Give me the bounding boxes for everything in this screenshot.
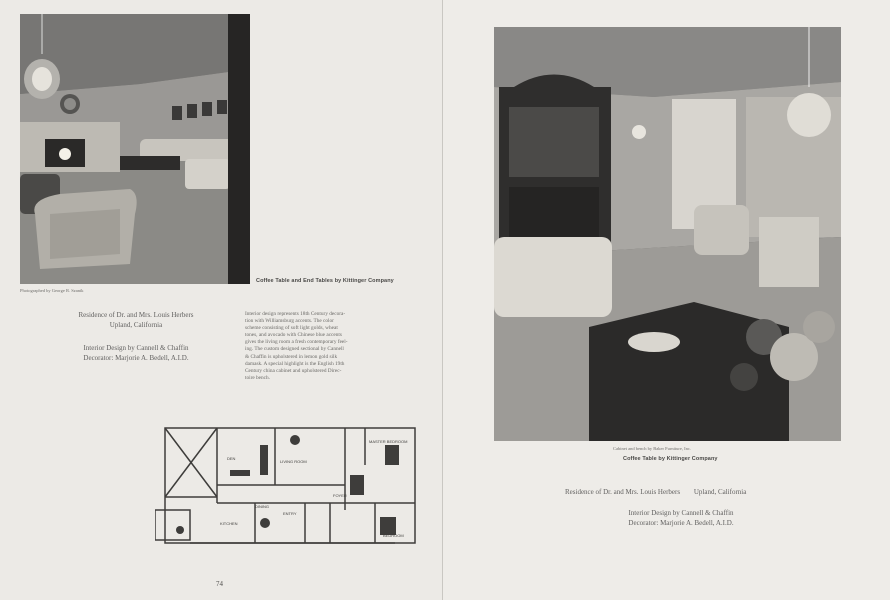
- residence-line-1: Residence of Dr. and Mrs. Louis Herbers: [78, 311, 194, 319]
- residence-block-right: [541, 487, 801, 497]
- photo-credit: Photographed by George R. Szanik: [20, 288, 84, 293]
- plan-label-living-room: LIVING ROOM: [280, 459, 307, 464]
- credits-line-2: Decorator: Marjorie A. Bedell, A.I.D.: [628, 519, 734, 527]
- plan-label-master-bedroom: MASTER BEDROOM: [369, 439, 408, 444]
- description-line: tion with Williamsburg accents. The color: [245, 318, 334, 325]
- description-paragraph: [245, 311, 380, 382]
- plan-label-entry: ENTRY: [283, 511, 297, 516]
- residence-line-2: Upland, California: [109, 321, 163, 329]
- floor-plan: [155, 425, 420, 565]
- residence-place: Upland, California: [693, 488, 747, 496]
- residence-name: Residence of Dr. and Mrs. Louis Herbers: [565, 488, 681, 496]
- description-line: Century china cabinet and upholstered Direc-: [245, 367, 342, 374]
- residence-block-left: [46, 310, 226, 330]
- credits-line-1: Interior Design by Cannell & Chaffin: [83, 344, 189, 352]
- description-line: Interior design represents 18th Century decora-: [245, 311, 346, 317]
- description-line: scheme consisting of soft light golds, wheat: [245, 325, 338, 332]
- credits-block-right: [591, 508, 771, 528]
- description-line: gives the living room a fresh contemporary feel-: [245, 339, 348, 346]
- page-number: 74: [216, 580, 223, 588]
- cabinet-room-photo: [494, 27, 841, 441]
- description-line: toire bench.: [245, 374, 271, 381]
- left-photo-caption: Coffee Table and End Tables by Kittinger Company: [256, 278, 394, 284]
- credits-line-1: Interior Design by Cannell & Chaffin: [628, 509, 734, 517]
- right-caption-line-1: Cabinet and bench by Baker Furniture, Inc.: [613, 446, 691, 451]
- living-room-photo: [20, 14, 250, 284]
- plan-label-kitchen: KITCHEN: [220, 521, 238, 526]
- credits-block-left: [46, 343, 226, 363]
- description-line: tones, and avocado with Chinese blue accents: [245, 332, 342, 339]
- left-page: [0, 0, 443, 600]
- description-line: & Chaffin is upholstered in lemon gold silk: [245, 353, 338, 360]
- description-line: ing. The custom designed sectional by Cannell: [245, 346, 344, 353]
- plan-label-bedroom: BEDROOM: [383, 533, 404, 538]
- credits-line-2: Decorator: Marjorie A. Bedell, A.I.D.: [83, 354, 189, 362]
- plan-label-foyer: FOYER: [333, 493, 347, 498]
- right-caption-line-2: Coffee Table by Kittinger Company: [623, 456, 718, 462]
- right-page: [443, 0, 890, 600]
- plan-label-dining: DINING: [255, 504, 269, 509]
- plan-label-den: DEN: [227, 456, 236, 461]
- description-line: damask. A special highlight is the English 19th: [245, 360, 345, 367]
